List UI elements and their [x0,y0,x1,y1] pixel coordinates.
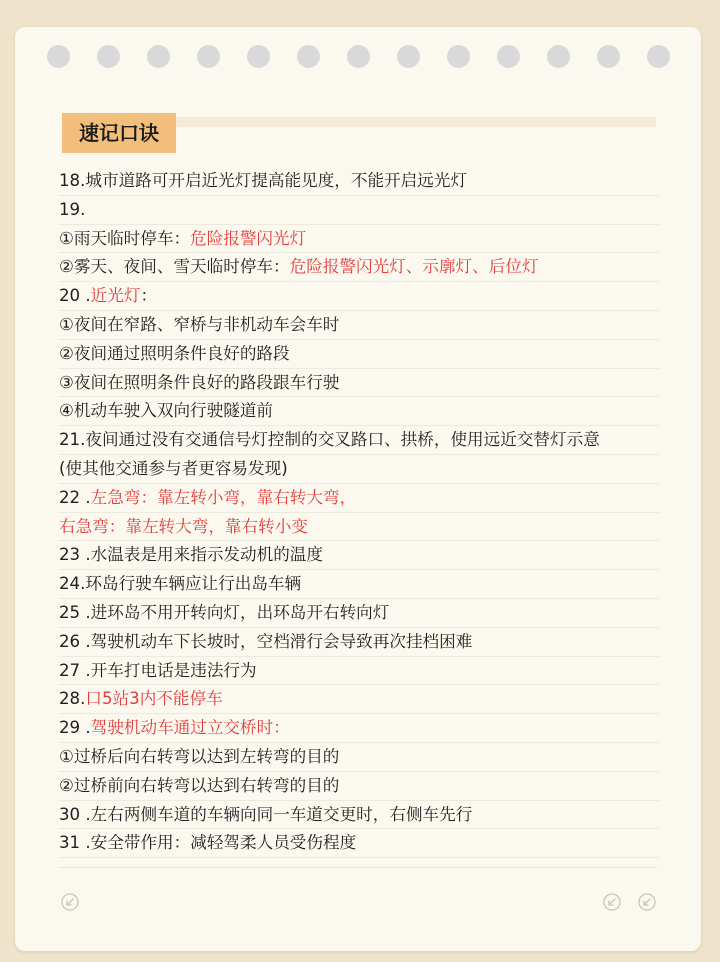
line-text: 19. [59,199,86,219]
highlighted-text: 危险报警闪光灯、示廓灯、后位灯 [289,257,539,277]
binder-hole [97,45,120,68]
footer-divider [59,867,657,868]
line-text: ②雾天、夜间、雪天临时停车： [59,257,290,277]
line-text: ②过桥前向右转弯以达到右转弯的目的 [59,775,340,795]
line-text: 29 . [59,718,91,738]
circled-arrow-down-left-icon [638,893,656,911]
highlighted-text: 近光灯 [90,286,141,306]
binder-hole [297,45,320,68]
line-text: ①雨天临时停车： [59,228,191,248]
highlighted-text: 右急弯：靠左转大弯，靠右转小变 [59,516,308,536]
line-text: ①过桥后向右转弯以达到左转弯的目的 [59,746,340,766]
line-text: ： [140,286,158,306]
line-text: 28. [59,689,86,709]
note-line [59,829,659,858]
line-text: 26 .驾驶机动车下长坡时，空档滑行会导致再次挂档困难 [59,631,473,651]
line-text: 23 .水温表是用来指示发动机的温度 [59,545,323,565]
note-line [59,397,659,426]
binder-hole [147,45,170,68]
note-line [59,196,659,225]
binder-holes [47,45,677,69]
line-text: 30 .左右两侧车道的车辆向同一车道交更时，右侧车先行 [59,804,473,824]
note-line [59,311,659,340]
note-line [59,253,659,282]
binder-hole [597,45,620,68]
note-line [59,743,659,772]
line-text: ③夜间在照明条件良好的路段跟车行驶 [59,372,340,392]
note-line [59,225,659,254]
note-line [59,426,659,455]
note-card [15,27,701,951]
line-text: ④机动车驶入双向行驶隧道前 [59,401,274,421]
highlighted-text: 驾驶机动车通过立交桥时： [90,718,290,738]
note-line [59,455,659,484]
binder-hole [47,45,70,68]
binder-hole [547,45,570,68]
line-text: 18.城市道路可开启近光灯提高能见度，不能开启远光灯 [59,171,468,190]
binder-hole [647,45,670,68]
line-text: 20 . [59,286,91,306]
note-line [59,628,659,657]
line-text: 25 .进环岛不用开转向灯，出环岛开右转向灯 [59,602,390,622]
note-line [59,657,659,686]
note-line [59,541,659,570]
highlighted-text: 左急弯：靠左转小弯，靠右转大弯， [90,487,357,507]
binder-hole [447,45,470,68]
circled-arrow-down-left-icon [61,893,79,911]
line-text: 24.环岛行驶车辆应让行出岛车辆 [59,574,302,594]
line-text: 31 .安全带作用：减轻驾柔人员受伤程度 [59,833,357,853]
note-line [59,685,659,714]
binder-hole [197,45,220,68]
note-line [59,599,659,628]
line-text: 27 .开车打电话是违法行为 [59,660,257,680]
note-line [59,513,659,542]
line-text: ②夜间通过照明条件良好的路段 [59,343,290,363]
note-line [59,801,659,830]
section-heading: 速记口诀 [62,113,176,153]
binder-hole [247,45,270,68]
binder-hole [497,45,520,68]
binder-hole [347,45,370,68]
note-line [59,772,659,801]
line-text: 22 . [59,487,91,507]
note-line [59,570,659,599]
binder-hole [397,45,420,68]
note-lines [59,167,659,858]
highlighted-text: 危险报警闪光灯 [190,228,307,248]
note-line [59,369,659,398]
note-line [59,340,659,369]
line-text: ①夜间在窄路、窄桥与非机动车会车时 [59,314,340,334]
highlighted-text: 口5站3内不能停车 [85,689,223,709]
note-line [59,484,659,513]
circled-arrow-down-left-icon [603,893,621,911]
note-line [59,714,659,743]
line-text: (使其他交通参与者更容易发现) [59,458,288,478]
note-line [59,282,659,311]
line-text: 21.夜间通过没有交通信号灯控制的交叉路口、拱桥，使用远近交替灯示意 [59,430,600,450]
note-line [59,167,659,196]
